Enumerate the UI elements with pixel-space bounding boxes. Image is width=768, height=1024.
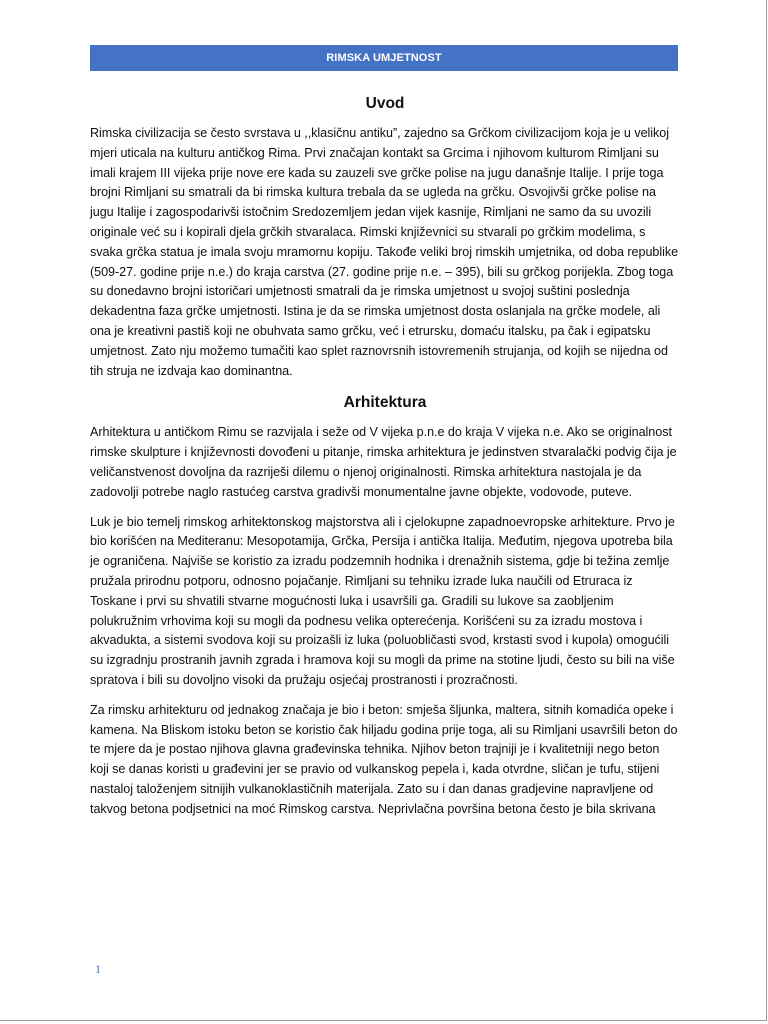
document-title: RIMSKA UMJETNOST	[326, 52, 442, 64]
document-body	[90, 92, 680, 830]
page-number: 1	[95, 962, 101, 976]
architecture-paragraph-2: Luk je bio temelj rimskog arhitektonskog majstorstva ali i cjelokupne zapadnoevropske arhitekture. Prvo je bio korišćen na Mediteranu: Mesopotamija, Grčka, Persija i antička Italija. Međutim, njegova upotreba bila je ograničena. Najviše se koristio za izradu podzemnih hodnika i drenažnih sistema, gdje bi težina zemlje pružala prirodnu potporu, odnosno pojačanje. Rimljani su tehniku izrade luka naučili od Etruraca iz Toskane i prvi su shvatili stvarne mogućnosti luka i usavršili ga. Gradili su lukove sa zaobljenim polukružnim vrhovima koji su mogli da podnesu velika opterećenja. Korišćeni su za izradu mostova i akvadukta, a sistemi svodova koji su proizašli iz luka (poluobličasti svod, krstasti svod i kupola) omogućili su izgradnju prostranih javnih zgrada i hramova koji su mogli da prime na stotine ljudi, često su bili na više spratova i bili su dovoljno visoki da pružaju osjećaj prostranosti i prozračnosti.	[90, 514, 675, 687]
section-heading-architecture: Arhitektura	[343, 394, 427, 412]
architecture-paragraph-1: Arhitektura u antičkom Rimu se razvijala i seže od V vijeka p.n.e do kraja V vijeka n.e. Ako se originalnost rimske skulpture i književnosti dovođeni u pitanje, rimska arhitektura je jedinstven stvaralački podvig čija je veličanstvenost dovoljna da razriješi dilemu o njenoj originalnosti. Rimska arhitektura nastojala je da zadovolji potrebe naglo rastućeg carstva gradivši monumentalne javne objekte, vodovode, puteve.	[90, 425, 677, 499]
architecture-paragraph-3: Za rimsku arhitekturu od jednakog značaja je bio i beton: smješa šljunka, maltera, sitnih komadića opeke i kamena. Na Bliskom istoku beton se koristio čak hiljadu godina prije toga, ali su Rimljani usavršili beton do te mjere da je postao njihova glavna građevinska tehnika. Njihov beton trajniji je i kvalitetniji nego beton koji se danas koristi u građevini jer se pravio od vulkanskog pepela i, kada otvrdne, sličan je tufu, stijeni nastaloj taloženjem sitnijih vulkanoklastičnih materijala. Zato su i dan danas gradjevine napravljene od takvog betona podjsetnici na moć Rimskog carstva. Neprivlačna površina betona često je bila skrivana	[90, 702, 678, 816]
document-title-banner	[90, 45, 678, 71]
section-heading-intro: Uvod	[365, 95, 405, 112]
intro-paragraph: Rimska civilizacija se često svrstava u ,,klasičnu antiku”, zajedno sa Grčkom civilizacijom koja je u velikoj mjeri uticala na kulturu antičkog Rima. Prvi značajan kontakt sa Grcima i njihovom kulturom Rimljani su imali krajem III vijeka prije nove ere kada su zauzeli sve grčke polise na jugu današnje Italije. I prije toga brojni Rimljani su smatrali da bi rimska kultura trebala da se ugleda na grčku. Osvojivši grčke polise na jugu Italije i zagospodarivši istočnim Sredozemljem jedan vijek kasnije, Rimljani ne samo da su uvozili originale već su i kopirali djela grčkih stvaralaca. Rimski književnici su stvarali po grčkim modelima, s svaka grčka statua je imala svoju mramornu kopiju. Takođe veliki broj rimskih umjetnika, od doba republike (509-27. godine prije n.e.) do kraja carstva (27. godine prije n.e. – 395), bili su grčkog porijekla. Zbog toga su donedavno brojni istoričari umjetnosti smatrali da je rimska umjetnost u svojoj suštini poslednja dekadentna faza grčke umjetnosti. Istina je da se rimska umjetnost dosta oslanjala na grčke modele, ali ona je kreativni pastiš koji ne obuhvata samo grčku, već i etrursku, domaću italsku, pa čak i egipatsku umjetnost. Zato nju možemo tumačiti kao splet raznovrsnih istovremenih strujanja, od kojih se nijedna od tih struja ne izdvaja kao dominantna.	[90, 126, 679, 378]
